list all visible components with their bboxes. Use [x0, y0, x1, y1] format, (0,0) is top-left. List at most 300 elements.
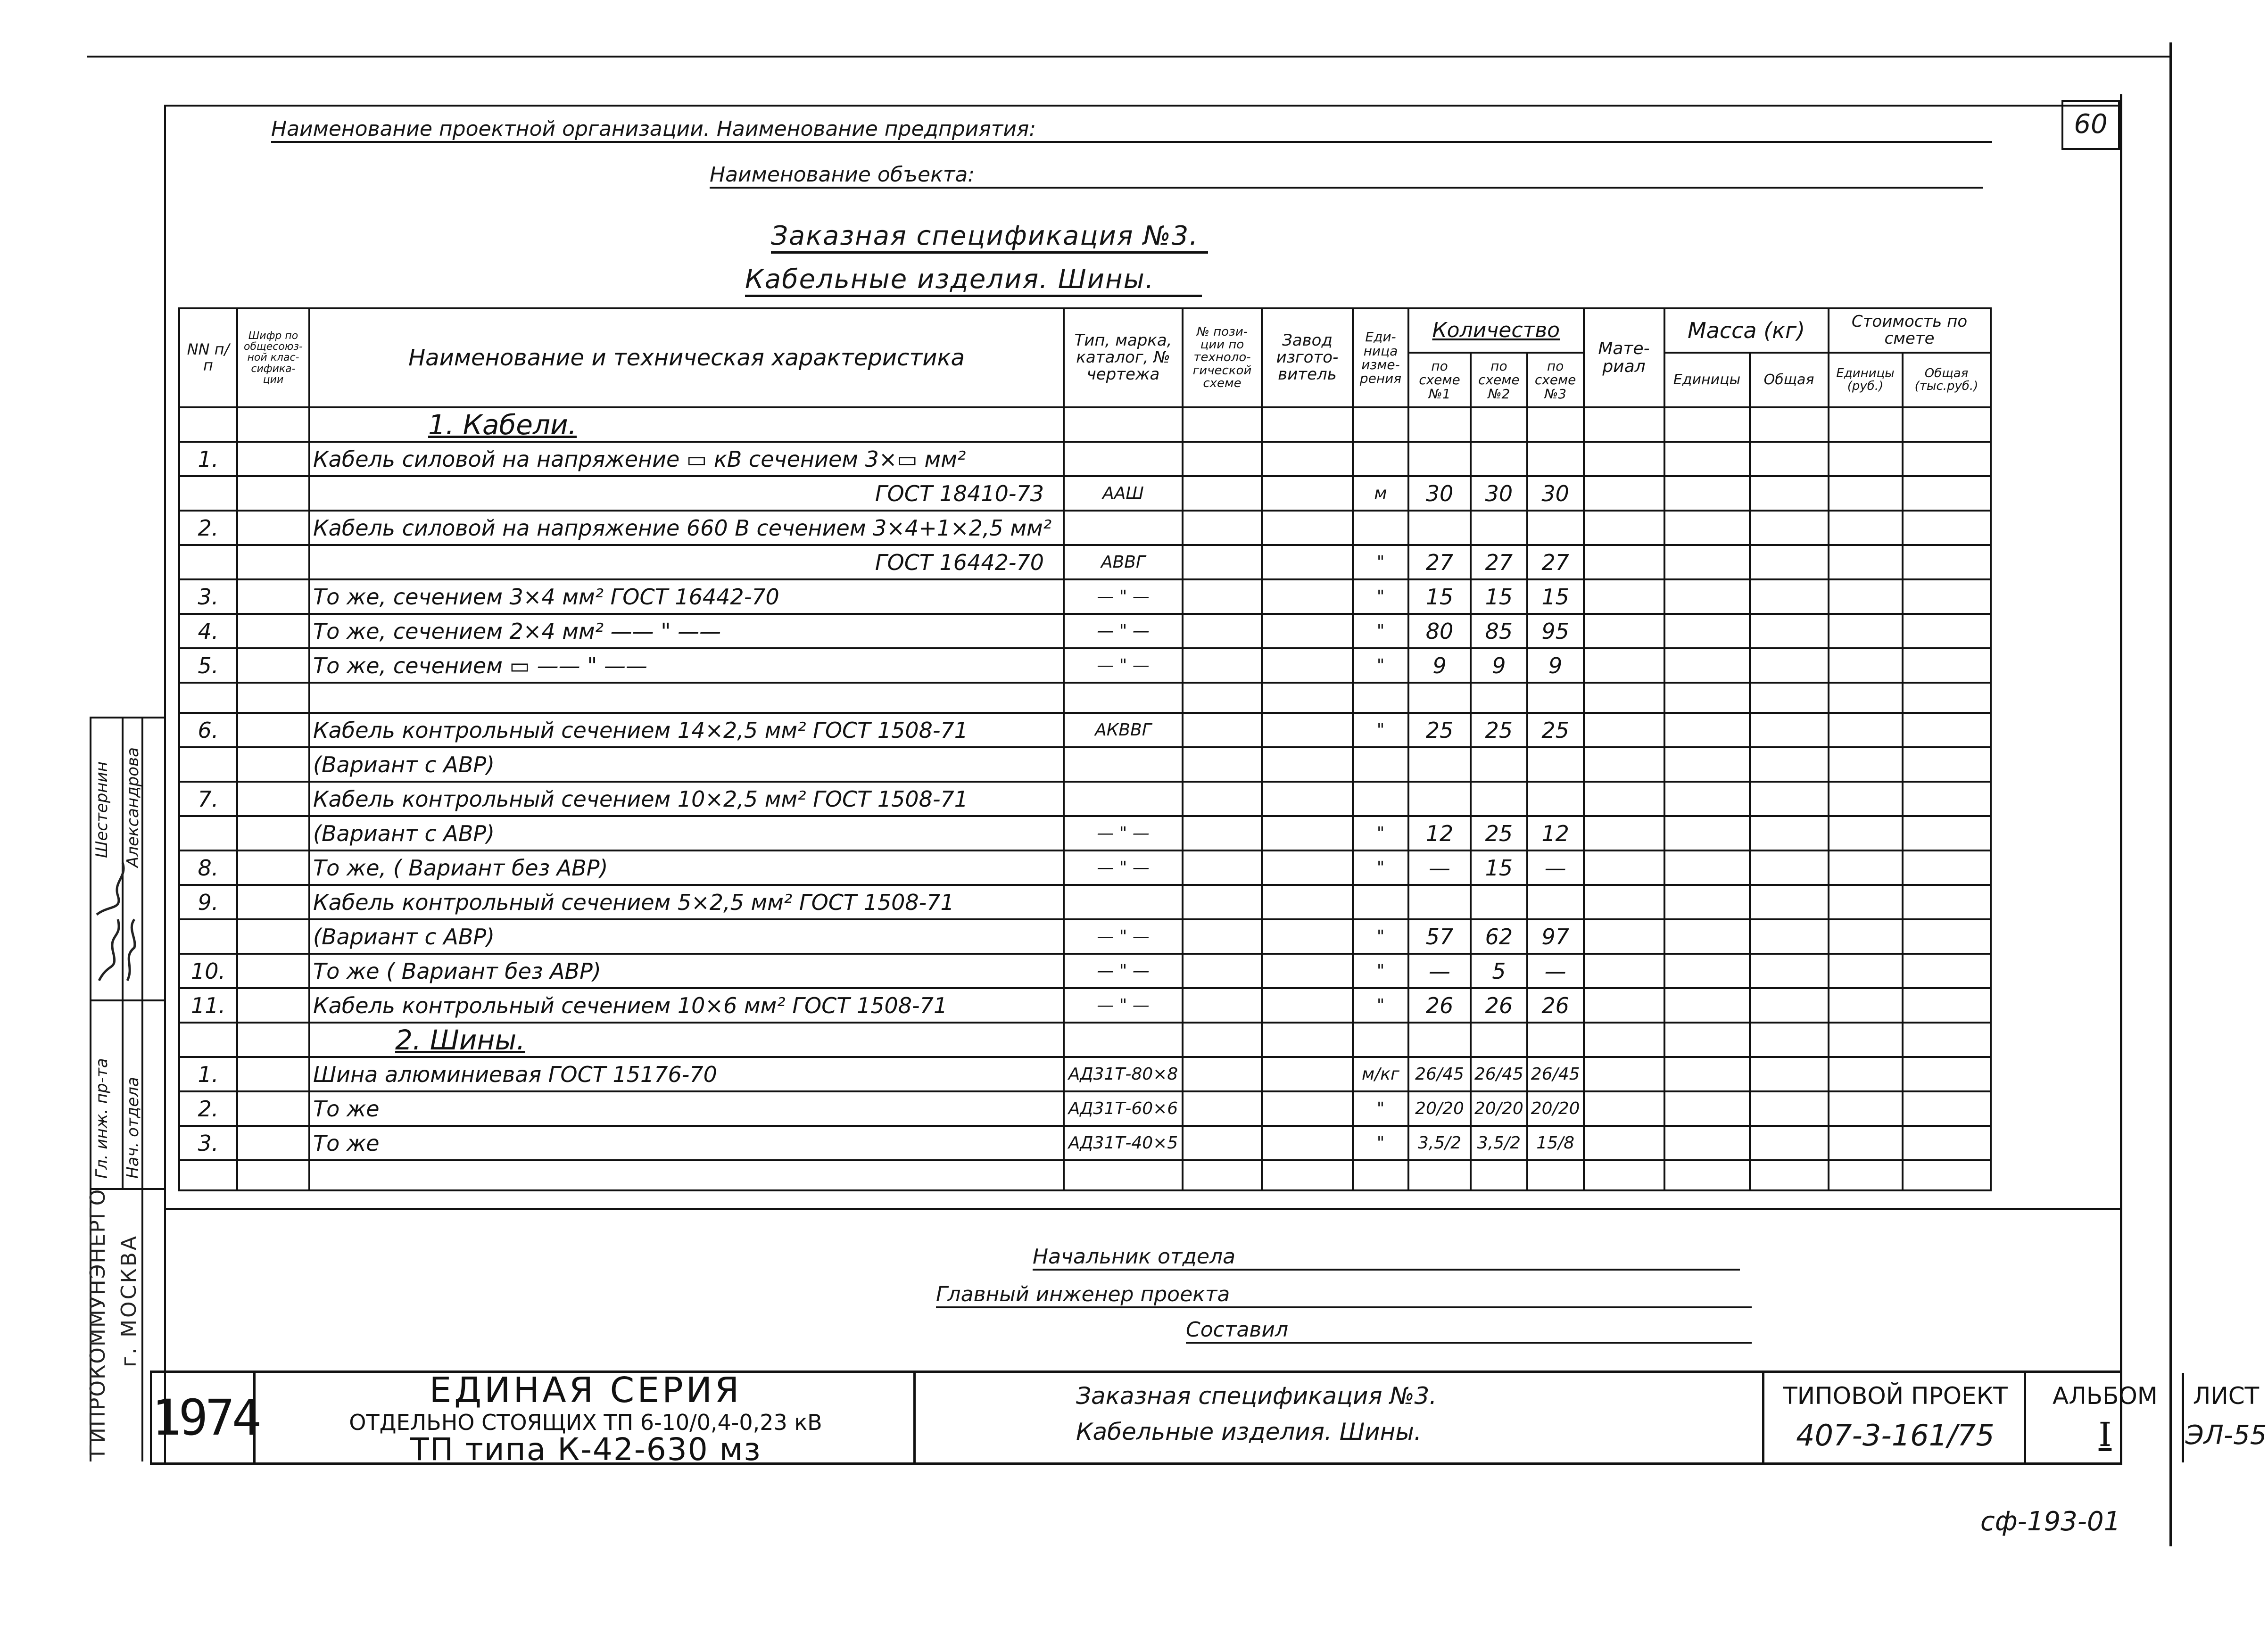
cell-q2: 26/45: [1471, 1057, 1527, 1091]
signature-chief-engineer: [936, 1282, 1752, 1308]
table-cell: [1584, 442, 1664, 476]
table-cell: [1262, 747, 1353, 782]
cell-q3: [1527, 442, 1584, 476]
table-cell: [1584, 545, 1664, 579]
table-cell: [1750, 476, 1829, 511]
tb-sheet-cell: [2182, 1373, 2266, 1462]
cell-q3: 9: [1527, 648, 1584, 683]
table-row: [179, 1057, 1991, 1091]
col-qty3: по схеме №3: [1527, 353, 1584, 407]
cell-name: (Вариант с АВР): [309, 816, 1064, 850]
table-cell: [1750, 988, 1829, 1023]
table-cell: [1903, 816, 1991, 850]
table-cell: [1584, 919, 1664, 954]
table-cell: [237, 919, 309, 954]
tb-project-value: 407-3-161/75: [1796, 1418, 1995, 1453]
table-cell: [1183, 782, 1262, 816]
table-cell: [237, 1057, 309, 1091]
table-cell: [1584, 885, 1664, 919]
table-cell: [1262, 1057, 1353, 1091]
table-cell: [1262, 683, 1353, 713]
cell-q2: 5: [1471, 954, 1527, 988]
cell-type: — " —: [1064, 648, 1183, 683]
cell-name: (Вариант с АВР): [309, 747, 1064, 782]
table-cell: [1903, 919, 1991, 954]
tb-series-type: ТП типа К-42-630 мз: [410, 1431, 762, 1468]
table-cell: [1750, 648, 1829, 683]
cell-q3: 95: [1527, 614, 1584, 648]
table-row: [179, 747, 1991, 782]
table-cell: [1903, 545, 1991, 579]
cell-q3: 25: [1527, 713, 1584, 747]
cell-type: АД31Т-40×5: [1064, 1126, 1183, 1160]
tb-album-label: АЛЬБОМ: [2053, 1382, 2158, 1410]
table-cell: [1750, 954, 1829, 988]
spec-title: Заказная спецификация №3.: [771, 221, 1208, 254]
table-cell: [237, 1091, 309, 1126]
table-cell: [1353, 683, 1408, 713]
table-cell: [237, 614, 309, 648]
table-cell: [1829, 782, 1903, 816]
cell-q3: 27: [1527, 545, 1584, 579]
table-cell: [1829, 545, 1903, 579]
cell-unit: ": [1353, 648, 1408, 683]
cell-q1: [1408, 442, 1471, 476]
cell-q1: 30: [1408, 476, 1471, 511]
table-cell: [1584, 648, 1664, 683]
table-cell: [1750, 885, 1829, 919]
table-cell: [1664, 1126, 1750, 1160]
table-row: [179, 648, 1991, 683]
table-row: [179, 1160, 1991, 1190]
table-cell: [1183, 476, 1262, 511]
cell-type: [1064, 885, 1183, 919]
table-cell: [1183, 614, 1262, 648]
page-number: 60: [2074, 109, 2108, 140]
table-cell: [1903, 1023, 1991, 1057]
table-cell: [237, 648, 309, 683]
stamp-line-top: [90, 717, 165, 718]
cell-q1: [1408, 747, 1471, 782]
table-cell: [1664, 713, 1750, 747]
spec-table: [178, 307, 1992, 1191]
cell-name: То же, сечением 2×4 мм² —— " ——: [309, 614, 1064, 648]
table-cell: [1750, 713, 1829, 747]
tb-year-cell: [152, 1373, 259, 1462]
table-cell: [237, 747, 309, 782]
col-type: Тип, марка, каталог, № чертежа: [1064, 308, 1183, 407]
stamp-org: ГИПРОКОММУНЭНЕРГО: [86, 1188, 110, 1457]
table-cell: [1262, 614, 1353, 648]
col-qty2: по схеме №2: [1471, 353, 1527, 407]
cell-q2: [1471, 747, 1527, 782]
table-cell: [1903, 1160, 1991, 1190]
table-cell: [1750, 1160, 1829, 1190]
cell-q2: 9: [1471, 648, 1527, 683]
cell-q1: [1408, 782, 1471, 816]
cell-unit: ": [1353, 988, 1408, 1023]
table-cell: [1664, 407, 1750, 442]
cell-unit: ": [1353, 954, 1408, 988]
cell-num: 2.: [179, 511, 237, 545]
col-qty1: по схеме №1: [1408, 353, 1471, 407]
table-row: [179, 885, 1991, 919]
col-mass-unit: Единицы: [1664, 353, 1750, 407]
table-cell: [1903, 850, 1991, 885]
stamp-pos2: Нач. отдела: [124, 1077, 142, 1179]
cell-unit: [1353, 782, 1408, 816]
cell-name: Кабель контрольный сечением 10×6 мм² ГОСТ 1508-71: [309, 988, 1064, 1023]
table-cell: [1527, 1160, 1584, 1190]
cell-type: ААШ: [1064, 476, 1183, 511]
signature-compiled-label: Составил: [1186, 1318, 1289, 1342]
cell-type: АД31Т-80×8: [1064, 1057, 1183, 1091]
table-cell: [1664, 614, 1750, 648]
cell-num: 1.: [179, 1057, 237, 1091]
cell-unit: ": [1353, 1091, 1408, 1126]
table-cell: [1471, 1160, 1527, 1190]
cell-q3: 97: [1527, 919, 1584, 954]
col-position: № пози- ции по техноло- гической схеме: [1183, 308, 1262, 407]
table-cell: [1527, 407, 1584, 442]
table-cell: [1408, 407, 1471, 442]
cell-type: — " —: [1064, 954, 1183, 988]
cell-type: — " —: [1064, 816, 1183, 850]
table-cell: [237, 885, 309, 919]
cell-q2: 26: [1471, 988, 1527, 1023]
cell-q3: 20/20: [1527, 1091, 1584, 1126]
table-cell: [237, 1126, 309, 1160]
table-cell: [1829, 648, 1903, 683]
table-cell: [1183, 1023, 1262, 1057]
signature-chief-engineer-label: Главный инженер проекта: [936, 1282, 1230, 1306]
cell-q2: [1471, 782, 1527, 816]
table-cell: [1262, 782, 1353, 816]
table-cell: [1471, 407, 1527, 442]
table-cell: [1262, 511, 1353, 545]
col-mass: Масса (кг): [1664, 308, 1829, 353]
table-row: [179, 511, 1991, 545]
table-cell: [1829, 919, 1903, 954]
table-cell: [237, 407, 309, 442]
table-cell: [1262, 1126, 1353, 1160]
cell-q2: 25: [1471, 713, 1527, 747]
table-cell: [1750, 782, 1829, 816]
table-cell: [1584, 614, 1664, 648]
table-row: [179, 1126, 1991, 1160]
tb-doc-title1: Заказная спецификация №3.: [1076, 1382, 1437, 1410]
col-cost-unit: Единицы (руб.): [1829, 353, 1903, 407]
cell-num: [179, 476, 237, 511]
table-cell: [237, 816, 309, 850]
table-cell: [1183, 442, 1262, 476]
table-cell: [1750, 407, 1829, 442]
table-cell: [1584, 1023, 1664, 1057]
table-cell: [1584, 1126, 1664, 1160]
signature-scribbles: [90, 839, 141, 999]
table-cell: [1829, 683, 1903, 713]
inner-right-line: [2120, 94, 2122, 1438]
cell-unit: ": [1353, 713, 1408, 747]
table-cell: [1584, 713, 1664, 747]
cell-q3: 15/8: [1527, 1126, 1584, 1160]
table-cell: [1183, 545, 1262, 579]
table-cell: [237, 1160, 309, 1190]
tb-doc-title2: Кабельные изделия. Шины.: [1076, 1418, 1422, 1445]
object-line-text: Наименование объекта:: [710, 163, 975, 187]
tb-sheet-label: ЛИСТ: [2193, 1382, 2260, 1410]
object-line: [710, 163, 1983, 189]
table-cell: [1183, 919, 1262, 954]
cell-q3: 26: [1527, 988, 1584, 1023]
table-cell: [1584, 407, 1664, 442]
table-cell: [1584, 747, 1664, 782]
table-cell: [1829, 885, 1903, 919]
cell-num: 10.: [179, 954, 237, 988]
cell-name: То же: [309, 1126, 1064, 1160]
table-cell: [1183, 1160, 1262, 1190]
cell-q1: 25: [1408, 713, 1471, 747]
table-row: [179, 407, 1991, 442]
table-cell: [1664, 511, 1750, 545]
table-cell: [1903, 1126, 1991, 1160]
table-cell: [1903, 579, 1991, 614]
cell-q1: 20/20: [1408, 1091, 1471, 1126]
table-cell: [1829, 579, 1903, 614]
tb-sheet-value: ЭЛ-55: [2185, 1420, 2267, 1451]
col-material: Мате- риал: [1584, 308, 1664, 407]
cell-unit: [1353, 511, 1408, 545]
cell-type: [1064, 782, 1183, 816]
table-cell: [1829, 1160, 1903, 1190]
inner-left-line: [164, 105, 166, 1462]
table-cell: [1471, 683, 1527, 713]
table-cell: [1903, 954, 1991, 988]
cell-name: Шина алюминиевая ГОСТ 15176-70: [309, 1057, 1064, 1091]
table-cell: [1183, 579, 1262, 614]
table-cell: [1664, 988, 1750, 1023]
table-cell: [1262, 919, 1353, 954]
table-cell: [1584, 1057, 1664, 1091]
cell-q3: 15: [1527, 579, 1584, 614]
table-cell: [1064, 407, 1183, 442]
cell-type: — " —: [1064, 919, 1183, 954]
table-cell: [1183, 407, 1262, 442]
cell-q2: 15: [1471, 579, 1527, 614]
table-cell: [1183, 988, 1262, 1023]
cell-name: Кабель контрольный сечением 14×2,5 мм² ГОСТ 1508-71: [309, 713, 1064, 747]
cell-q3: —: [1527, 850, 1584, 885]
cell-q1: 12: [1408, 816, 1471, 850]
table-cell: [1750, 442, 1829, 476]
table-row: [179, 782, 1991, 816]
table-cell: [1750, 1091, 1829, 1126]
inner-bottom-line: [164, 1208, 2122, 1210]
cell-name: (Вариант с АВР): [309, 919, 1064, 954]
cell-num: 9.: [179, 885, 237, 919]
table-cell: [1584, 511, 1664, 545]
col-cipher: Шифр по общесоюз- ной клас- сифика- ции: [237, 308, 309, 407]
cell-q2: 30: [1471, 476, 1527, 511]
table-cell: [1750, 747, 1829, 782]
org-line: [271, 117, 1992, 143]
table-cell: [1664, 648, 1750, 683]
table-cell: [1262, 1023, 1353, 1057]
table-row: [179, 442, 1991, 476]
cell-q2: 20/20: [1471, 1091, 1527, 1126]
col-maker: Завод изгото- витель: [1262, 308, 1353, 407]
stamp-name2: Александрова: [124, 747, 142, 867]
table-cell: [1829, 614, 1903, 648]
cell-unit: ": [1353, 1126, 1408, 1160]
table-cell: [1903, 1057, 1991, 1091]
cell-num: [179, 816, 237, 850]
table-cell: [1584, 683, 1664, 713]
cell-num: 11.: [179, 988, 237, 1023]
tb-project-label: ТИПОВОЙ ПРОЕКТ: [1783, 1382, 2008, 1410]
tb-series-sub: ОТДЕЛЬНО СТОЯЩИХ ТП 6-10/0,4-0,23 кВ: [349, 1410, 822, 1435]
table-cell: [1262, 545, 1353, 579]
table-cell: [237, 954, 309, 988]
table-cell: [1471, 1023, 1527, 1057]
cell-num: 4.: [179, 614, 237, 648]
cell-q1: 57: [1408, 919, 1471, 954]
section-heading: 2. Шины.: [309, 1023, 1064, 1057]
cell-num: 6.: [179, 713, 237, 747]
section-heading: 1. Кабели.: [309, 407, 1064, 442]
table-cell: [1527, 683, 1584, 713]
col-mass-total: Общая: [1750, 353, 1829, 407]
cell-num: [179, 545, 237, 579]
table-cell: [1750, 545, 1829, 579]
frame-top-line: [87, 56, 2171, 58]
table-cell: [1903, 713, 1991, 747]
table-cell: [1829, 850, 1903, 885]
table-cell: [1408, 683, 1471, 713]
stamp-city: г. МОСКВА: [117, 1234, 141, 1367]
table-cell: [1903, 476, 1991, 511]
cell-name: То же, сечением ▭ —— " ——: [309, 648, 1064, 683]
table-cell: [1262, 1160, 1353, 1190]
table-cell: [1903, 747, 1991, 782]
cell-type: [1064, 747, 1183, 782]
table-cell: [1829, 442, 1903, 476]
table-cell: [1903, 648, 1991, 683]
table-cell: [1903, 782, 1991, 816]
table-cell: [1903, 988, 1991, 1023]
table-cell: [1829, 1126, 1903, 1160]
table-cell: [1262, 988, 1353, 1023]
table-cell: [1262, 648, 1353, 683]
cell-type: АВВГ: [1064, 545, 1183, 579]
cell-name: То же, ( Вариант без АВР): [309, 850, 1064, 885]
table-cell: [1183, 954, 1262, 988]
table-cell: [1750, 850, 1829, 885]
table-cell: [1664, 919, 1750, 954]
table-cell: [1262, 713, 1353, 747]
table-cell: [1750, 1023, 1829, 1057]
cell-type: — " —: [1064, 850, 1183, 885]
cell-q3: —: [1527, 954, 1584, 988]
cell-unit: ": [1353, 579, 1408, 614]
col-cost-total: Общая (тыс.руб.): [1903, 353, 1991, 407]
cell-q1: 26/45: [1408, 1057, 1471, 1091]
table-cell: [1750, 1126, 1829, 1160]
table-cell: [1750, 816, 1829, 850]
table-cell: [237, 476, 309, 511]
col-unit: Еди- ница изме- рения: [1353, 308, 1408, 407]
col-cost: Стоимость по смете: [1829, 308, 1991, 353]
cell-q2: [1471, 442, 1527, 476]
table-cell: [1183, 816, 1262, 850]
table-cell: [1584, 782, 1664, 816]
table-cell: [1584, 1160, 1664, 1190]
cell-num: [179, 747, 237, 782]
cell-q1: —: [1408, 954, 1471, 988]
table-cell: [1903, 407, 1991, 442]
table-cell: [1064, 683, 1183, 713]
cell-name: Кабель силовой на напряжение ▭ кВ сечением 3×▭ мм²: [309, 442, 1064, 476]
table-cell: [309, 683, 1064, 713]
cell-unit: ": [1353, 850, 1408, 885]
table-cell: [1584, 954, 1664, 988]
cell-type: АКВВГ: [1064, 713, 1183, 747]
tb-project-cell: [1762, 1373, 2024, 1462]
tb-series-cell: [253, 1370, 913, 1468]
cell-q3: 12: [1527, 816, 1584, 850]
cell-unit: [1353, 747, 1408, 782]
cell-q3: [1527, 511, 1584, 545]
table-cell: [1183, 850, 1262, 885]
signature-head-of-dept-label: Начальник отдела: [1033, 1245, 1236, 1269]
cell-num: 7.: [179, 782, 237, 816]
table-cell: [1664, 782, 1750, 816]
table-cell: [1262, 579, 1353, 614]
table-cell: [1262, 1091, 1353, 1126]
table-cell: [237, 988, 309, 1023]
table-cell: [1664, 1160, 1750, 1190]
table-cell: [1584, 476, 1664, 511]
table-cell: [1584, 1091, 1664, 1126]
table-cell: [1262, 407, 1353, 442]
table-cell: [1829, 988, 1903, 1023]
table-cell: [1262, 850, 1353, 885]
table-cell: [1903, 1091, 1991, 1126]
table-cell: [1903, 614, 1991, 648]
table-row: [179, 1023, 1991, 1057]
table-cell: [1903, 511, 1991, 545]
cell-q1: 80: [1408, 614, 1471, 648]
table-cell: [1664, 1023, 1750, 1057]
table-cell: [179, 1160, 237, 1190]
table-cell: [1664, 954, 1750, 988]
table-row: [179, 988, 1991, 1023]
cell-unit: ": [1353, 816, 1408, 850]
cell-q1: [1408, 885, 1471, 919]
table-cell: [1353, 1023, 1408, 1057]
footer-code: сф-193-01: [1980, 1506, 2121, 1537]
table-cell: [237, 442, 309, 476]
table-cell: [1903, 683, 1991, 713]
cell-q2: 25: [1471, 816, 1527, 850]
table-cell: [237, 511, 309, 545]
tb-album-cell: [2024, 1373, 2182, 1462]
table-cell: [1664, 816, 1750, 850]
tb-series-title: ЕДИНАЯ СЕРИЯ: [429, 1370, 742, 1411]
col-name: Наименование и техническая характеристика: [309, 308, 1064, 407]
table-cell: [1408, 1023, 1471, 1057]
table-cell: [1183, 1126, 1262, 1160]
